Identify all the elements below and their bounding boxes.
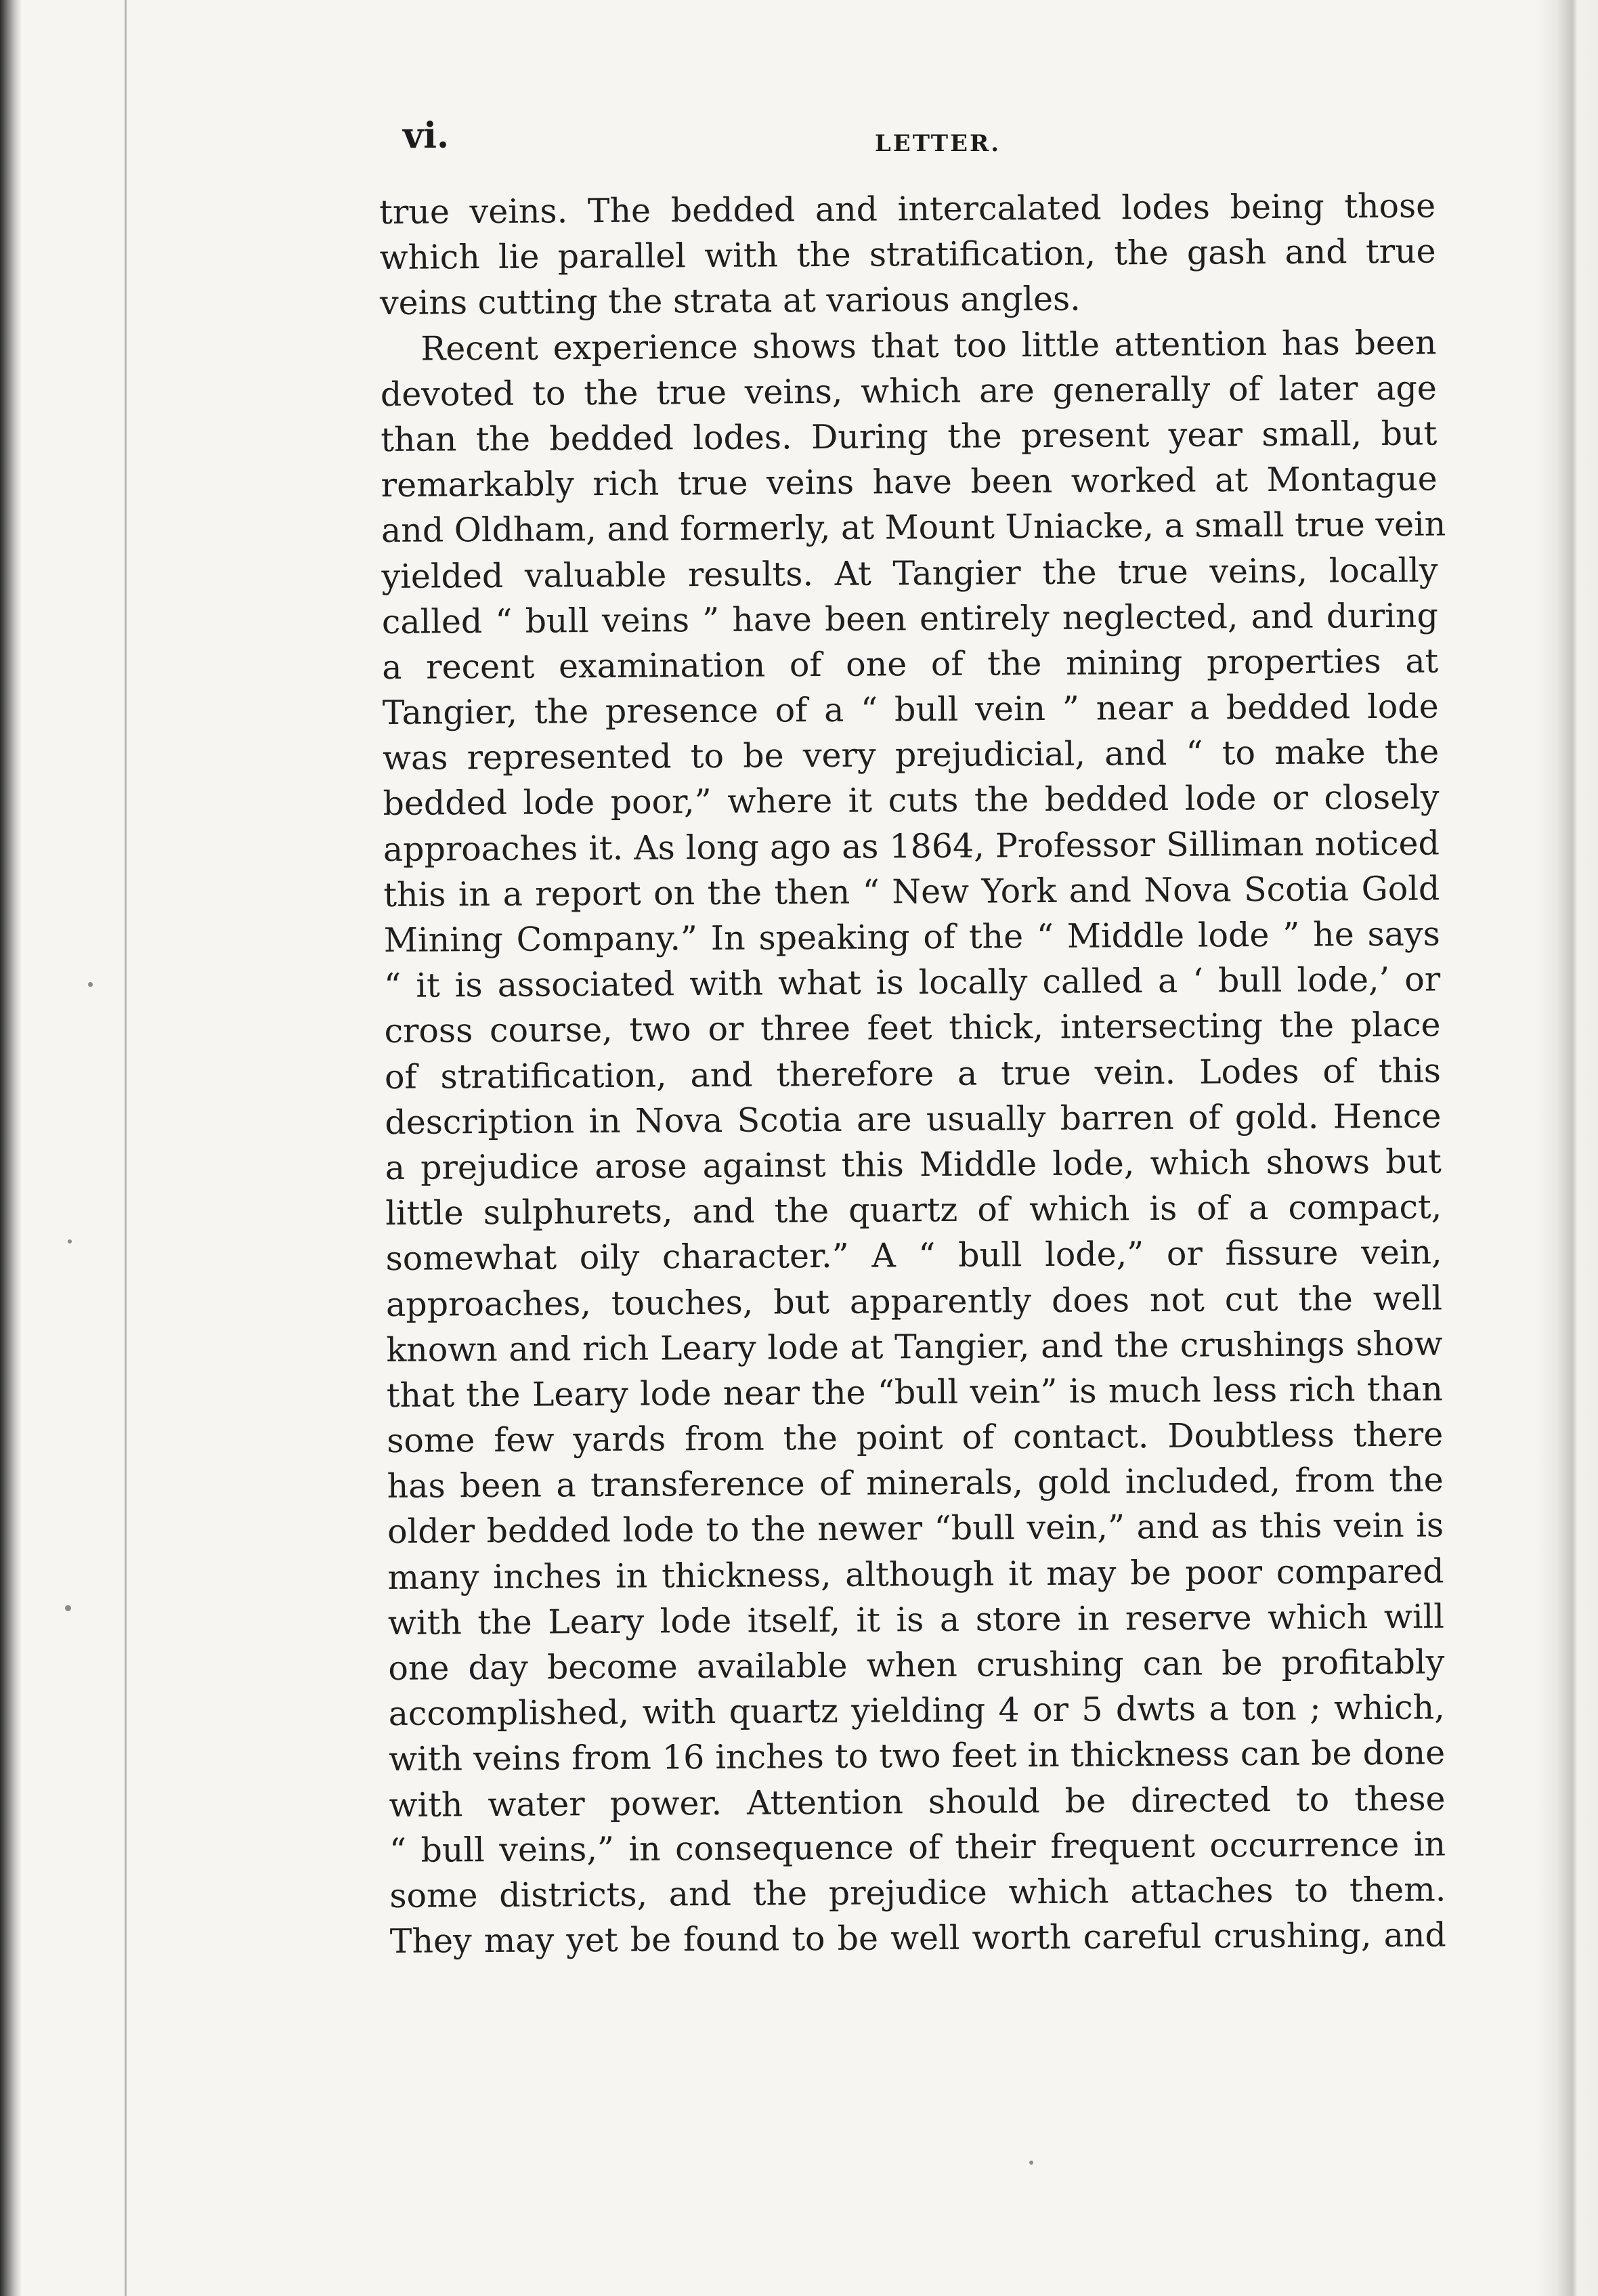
text-line: known and rich Leary lode at Tangier, and the crushings show xyxy=(386,1324,1443,1369)
text-line: a recent examination of one of the mining properties at xyxy=(382,641,1439,687)
text-line: Mining Company.” In speaking of the “ Middle lode ” he says xyxy=(383,914,1440,960)
text-line: approaches, touches, but apparently does not cut the well xyxy=(385,1278,1443,1324)
paper-speck xyxy=(1029,2161,1033,2165)
text-line: called “ bull veins ” have been entirely neglected, and during xyxy=(381,596,1439,641)
running-head: LETTER. xyxy=(874,130,1001,157)
text-line: Recent experience shows that too little attention has been xyxy=(420,323,1437,368)
text-line: devoted to the true veins, which are generally of later age xyxy=(380,368,1437,414)
text-line: with veins from 16 inches to two feet in thickness can be done xyxy=(388,1733,1446,1779)
text-line: of stratification, and therefore a true vein. Lodes of this xyxy=(384,1051,1442,1097)
text-line: some districts, and the prejudice which attaches to them. xyxy=(389,1870,1446,1915)
text-line: a prejudice arose against this Middle lode, which shows but xyxy=(385,1142,1442,1187)
text-line: which lie parallel with the stratification, the gash and true xyxy=(379,232,1436,278)
binding-shadow xyxy=(0,0,22,2296)
paragraph xyxy=(380,320,1446,1964)
text-line: somewhat oily character.” A “ bull lode,” or fissure vein, xyxy=(385,1233,1442,1279)
text-line: that the Leary lode near the “bull vein” is much less rich than xyxy=(386,1369,1444,1415)
text-line: many inches in thickness, although it may be poor compared xyxy=(387,1552,1444,1597)
page-number: vi. xyxy=(403,115,450,156)
text-line: and Oldham, and formerly, at Mount Uniacke, a small true vein xyxy=(381,505,1446,551)
text-line: little sulphurets, and the quartz of which is of a compact, xyxy=(385,1187,1442,1233)
body-text xyxy=(379,183,1446,1964)
text-line: with the Leary lode itself, it is a store in reserve which will xyxy=(387,1597,1445,1642)
text-line: has been a transference of minerals, gold included, from the xyxy=(387,1460,1444,1506)
text-line: yielded valuable results. At Tangier the true veins, locally xyxy=(381,550,1438,596)
text-line: accomplished, with quartz yielding 4 or 5 dwts a ton ; which, xyxy=(388,1688,1445,1734)
paragraph xyxy=(379,183,1436,326)
text-line: some few yards from the point of contact. Doubtless there xyxy=(387,1415,1444,1461)
text-line: approaches it. As long ago as 1864, Professor Silliman noticed xyxy=(383,824,1440,869)
text-line: Tangier, the presence of a “ bull vein ” near a bedded lode xyxy=(382,687,1439,733)
text-line: was represented to be very prejudicial, and “ to make the xyxy=(382,732,1440,778)
text-line: veins cutting the strata at various angles. xyxy=(379,280,1081,323)
text-line: with water power. Attention should be directed to these xyxy=(389,1779,1446,1825)
text-line: “ it is associated with what is locally called a ‘ bull lode,’ or xyxy=(384,960,1441,1006)
page-header xyxy=(403,115,1425,176)
paper-speck xyxy=(88,982,93,987)
paper-speck xyxy=(68,1239,72,1243)
text-line: description in Nova Scotia are usually barren of gold. Hence xyxy=(385,1097,1442,1142)
text-line: older bedded lode to the newer “bull vein,” and as this vein is xyxy=(387,1506,1444,1552)
text-line: than the bedded lodes. During the present year small, but xyxy=(381,414,1438,459)
text-line: cross course, two or three feet thick, intersecting the place xyxy=(384,1005,1441,1051)
text-line: “ bull veins,” in consequence of their frequent occurrence in xyxy=(389,1825,1446,1870)
text-line: bedded lode poor,” where it cuts the bedded lode or closely xyxy=(383,778,1440,824)
text-line: this in a report on the then “ New York and Nova Scotia Gold xyxy=(383,869,1440,914)
text-line: remarkably rich true veins have been worked at Montague xyxy=(381,459,1438,505)
text-line: They may yet be found to be well worth careful crushing, and xyxy=(389,1915,1446,1961)
page-edge xyxy=(1537,0,1598,2296)
page-margin-line xyxy=(125,0,127,2296)
paper-speck xyxy=(65,1605,71,1611)
text-line: true veins. The bedded and intercalated lodes being those xyxy=(379,186,1436,232)
text-line: one day become available when crushing can be profitably xyxy=(388,1642,1445,1688)
